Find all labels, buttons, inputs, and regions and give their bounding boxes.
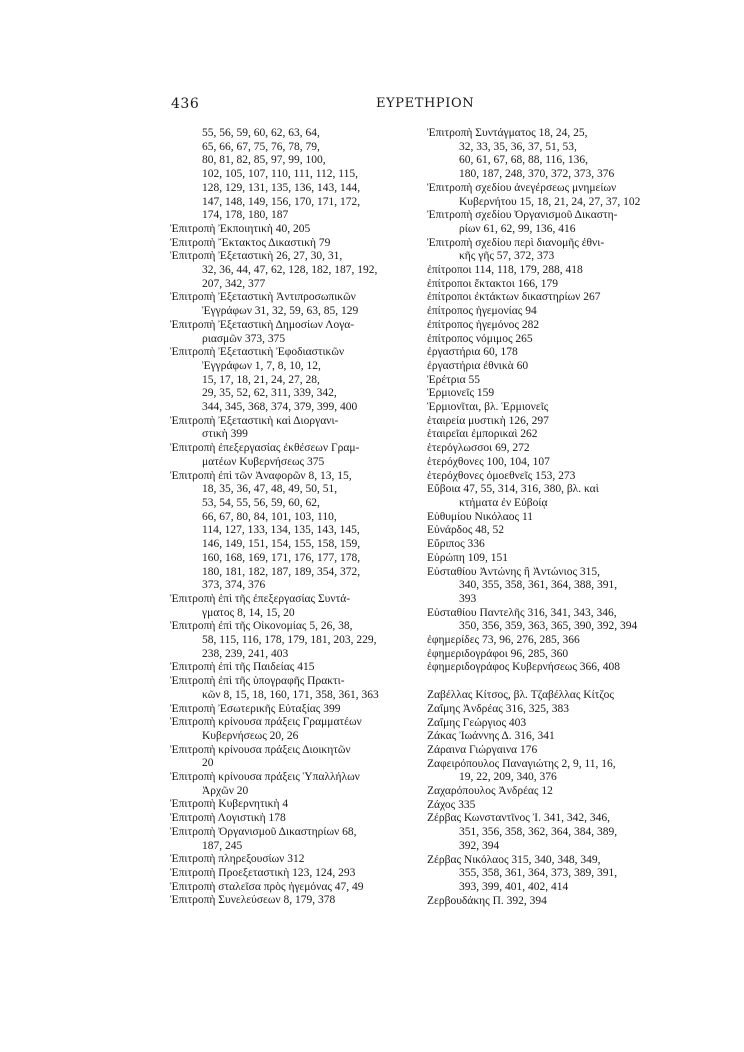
index-entry-line: Ἐγγράφων 1, 7, 8, 10, 12, — [202, 359, 321, 372]
index-entry-line: Ζαΐμης Γεώργιος 403 — [427, 716, 527, 729]
index-entry — [427, 730, 659, 744]
index-entry-line: 355, 358, 361, 364, 373, 389, 391, — [459, 867, 618, 880]
index-entry — [170, 703, 402, 717]
index-entry-line: 238, 239, 241, 403 — [202, 647, 289, 660]
index-entry-line: Ἐπιτροπὴ Ὀργανισμοῦ Δικαστηρίων 68, — [170, 825, 357, 838]
index-entry-line: ἐπίτροποι ἔκτακτοι 166, 179 — [427, 277, 559, 290]
index-entry — [427, 346, 659, 360]
index-entry-line: Εὔριπος 336 — [427, 538, 485, 551]
index-entry-line: κῆς γῆς 57, 372, 373 — [459, 250, 555, 263]
index-entry-line: Ἐπιτροπὴ Ἐξεταστικὴ 26, 27, 30, 31, — [170, 250, 343, 263]
index-entry — [427, 744, 659, 758]
index-entry — [427, 607, 659, 634]
index-entry — [427, 415, 659, 429]
index-entry — [427, 291, 659, 305]
index-entry — [170, 881, 402, 895]
index-entry — [170, 223, 402, 237]
index-entry-line: 60, 61, 67, 68, 88, 116, 136, — [459, 154, 588, 167]
index-entry-line: 32, 33, 35, 36, 37, 51, 53, — [459, 140, 577, 153]
index-entry-line: 66, 67, 80, 84, 101, 103, 110, — [202, 510, 337, 523]
index-entry — [427, 209, 659, 236]
index-entry-line: Κυβερνήσεως 20, 26 — [202, 729, 299, 742]
index-entry-line: Εὐρώπη 109, 151 — [427, 551, 508, 564]
index-entry-line: Ζαχαρόπουλος Ἀνδρέας 12 — [427, 785, 553, 798]
index-entry-line: Ζάκας Ἰωάννης Δ. 316, 341 — [427, 730, 555, 743]
index-entry-line: 207, 342, 377 — [202, 277, 266, 290]
index-entry-line: Ζέρβας Κωνσταντῖνος Ἰ. 341, 342, 346, — [427, 812, 610, 825]
index-entry-line: Ζάραινα Γιώργαινα 176 — [427, 743, 538, 756]
index-entry-line: ματέων Κυβερνήσεως 375 — [202, 455, 325, 468]
index-entry-line: Ἐπιτροπὴ Προεξεταστικὴ 123, 124, 293 — [170, 866, 356, 879]
index-entry-line: 15, 17, 18, 21, 24, 27, 28, — [202, 373, 320, 386]
letter-section-gap — [427, 675, 659, 689]
index-entry-line: 174, 178, 180, 187 — [202, 209, 289, 222]
index-entry-line: 80, 81, 82, 85, 97, 99, 100, — [202, 154, 326, 167]
index-entry — [427, 895, 659, 909]
index-entry-line: Ἐπιτροπὴ σχεδίου ἀνεγέρσεως μνημείων — [427, 181, 617, 194]
index-entry — [427, 812, 659, 853]
index-entry — [170, 415, 402, 442]
index-entry — [427, 799, 659, 813]
index-entry — [170, 620, 402, 661]
index-entry — [427, 758, 659, 785]
index-entry-line: ριασμῶν 373, 375 — [202, 332, 286, 345]
index-entry-line: Εὐνάρδος 48, 52 — [427, 524, 505, 537]
index-entry-line: 146, 149, 151, 154, 155, 158, 159, — [202, 538, 361, 551]
index-entry-line: Ἐπιτροπὴ ἐπὶ τῆς Παιδείας 415 — [170, 661, 315, 674]
index-entry — [427, 360, 659, 374]
index-entry — [427, 483, 659, 510]
index-entry — [170, 894, 402, 908]
index-entry-line: Ἑρμιονεῖς 159 — [427, 387, 495, 400]
index-entry — [170, 442, 402, 469]
index-entry-line: Ἐπιτροπὴ Ἐξεταστικὴ καὶ Διοργανι- — [170, 414, 339, 427]
index-entry-line: Ζάχος 335 — [427, 798, 476, 811]
index-entry-line: ἐπίτροπος ἡγεμονίας 94 — [427, 305, 537, 318]
index-entry — [427, 854, 659, 895]
index-entry-line: 55, 56, 59, 60, 62, 63, 64, — [202, 127, 320, 139]
index-entry-line: 58, 115, 116, 178, 179, 181, 203, 229, — [202, 634, 377, 647]
index-entry-line: 340, 355, 358, 361, 364, 388, 391, — [459, 579, 618, 592]
index-entry — [170, 470, 402, 593]
index-entry — [170, 812, 402, 826]
index-entry — [427, 319, 659, 333]
index-entry-line: Ἐπιτροπὴ Ἐσωτερικῆς Εὐταξίας 399 — [170, 702, 341, 715]
index-entry — [427, 524, 659, 538]
index-entry-line: Ἐπιτροπὴ σχεδίου Ὀργανισμοῦ Δικαστη- — [427, 209, 618, 222]
index-entry-line: 180, 181, 182, 187, 189, 354, 372, — [202, 565, 361, 578]
index-entry-line: 393, 399, 401, 402, 414 — [459, 880, 569, 893]
index-entry-line: 32, 36, 44, 47, 62, 128, 182, 187, 192, — [202, 264, 378, 277]
index-entry-line: Ἐπιτροπὴ Συνελεύσεων 8, 179, 378 — [170, 894, 336, 907]
index-entry-line: ἑταιρεῖαι ἐμπορικαὶ 262 — [427, 428, 538, 441]
index-entry-line: Ἐπιτροπὴ ἐπεξεργασίας ἐκθέσεων Γραμ- — [170, 442, 360, 455]
index-entry-line: 147, 148, 149, 156, 170, 171, 172, — [202, 195, 361, 208]
index-entry-line: 393 — [459, 592, 477, 605]
index-entry-line: 160, 168, 169, 171, 176, 177, 178, — [202, 551, 361, 564]
index-entry-line: Ἐπιτροπὴ Κυβερνητικὴ 4 — [170, 798, 289, 811]
index-entry — [427, 566, 659, 607]
index-entry-line: Ἐπιτροπὴ Λογιστικὴ 178 — [170, 812, 286, 825]
index-entry-line: ἐπίτροποι ἐκτάκτων δικαστηρίων 267 — [427, 291, 601, 304]
index-entry-line: Ἐπιτροπὴ πληρεξουσίων 312 — [170, 853, 305, 866]
index-entry-line: Εὔβοια 47, 55, 314, 316, 380, βλ. καὶ — [427, 483, 599, 496]
index-entry — [427, 456, 659, 470]
index-entry — [427, 511, 659, 525]
index-entry — [170, 675, 402, 702]
index-entry-line: ἐπίτροπος νόμιμος 265 — [427, 332, 533, 345]
index-entry-line: 350, 356, 359, 363, 365, 390, 392, 394 — [459, 620, 638, 633]
index-entry-line: Κυβερνήτου 15, 18, 21, 24, 27, 37, 102 — [459, 195, 641, 208]
index-entry-line: Ζαΐμης Ἀνδρέας 316, 325, 383 — [427, 702, 569, 715]
index-entry-line: 187, 245 — [202, 839, 243, 852]
index-entry-line: Ἀρχῶν 20 — [202, 784, 249, 797]
index-entry-line: Ζέρβας Νικόλαος 315, 340, 348, 349, — [427, 853, 601, 866]
index-entry-line: ἐργαστήρια 60, 178 — [427, 346, 518, 359]
index-entry-line: Ἐπιτροπὴ κρίνουσα πράξεις Διοικητῶν — [170, 743, 351, 756]
index-entry-line: Ἐπιτροπὴ ἐπὶ τῆς ἐπεξεργασίας Συντά- — [170, 592, 351, 605]
index-entry — [427, 689, 659, 703]
index-entry-line: γματος 8, 14, 15, 20 — [202, 606, 295, 619]
index-entry-line: Ἐπιτροπὴ ἐπὶ τῆς ὑπογραφῆς Πρακτι- — [170, 675, 345, 688]
index-entry-line: ἐφημεριδογράφοι 96, 285, 360 — [427, 647, 569, 660]
index-entry-line: 373, 374, 376 — [202, 579, 266, 592]
index-entry-line: 351, 356, 358, 362, 364, 384, 389, — [459, 826, 618, 839]
index-entry-line: κῶν 8, 15, 18, 160, 171, 358, 361, 363 — [202, 688, 379, 701]
index-entry — [427, 278, 659, 292]
index-entry-line: ἐφημερίδες 73, 96, 276, 285, 366 — [427, 634, 580, 647]
index-entry-line: 19, 22, 209, 340, 376 — [459, 771, 557, 784]
index-entry — [427, 127, 659, 182]
index-entry-line: ἑτερόγλωσσοι 69, 272 — [427, 442, 530, 455]
index-entry — [170, 237, 402, 251]
index-entry-line: 128, 129, 131, 135, 136, 143, 144, — [202, 181, 361, 194]
index-entry — [170, 867, 402, 881]
index-entry — [170, 744, 402, 771]
index-entry-line: ἑτερόχθονες 100, 104, 107 — [427, 455, 550, 468]
index-entry-line: Ἐπιτροπὴ Ἐξεταστικὴ Δημοσίων Λογα- — [170, 318, 355, 331]
index-column-left — [170, 127, 402, 908]
index-entry — [427, 264, 659, 278]
index-entry-line: Ἐπιτροπὴ ἐπὶ τῆς Οἰκονομίας 5, 26, 38, — [170, 620, 353, 633]
index-entry-line: Εὐθυμίου Νικόλαος 11 — [427, 510, 534, 523]
index-column-right — [427, 127, 659, 908]
index-entry — [427, 538, 659, 552]
index-entry — [427, 182, 659, 209]
index-entry-line: Ἐπιτροπὴ Ἐξεταστικὴ Ἀντιπροσωπικῶν — [170, 291, 356, 304]
index-entry-line: Ἐπιτροπὴ σχεδίου περὶ διανομῆς ἐθνι- — [427, 236, 605, 249]
index-entry-line: Ἐπιτροπὴ ἐπὶ τῶν Ἀναφορῶν 8, 13, 15, — [170, 469, 352, 482]
index-entry — [427, 387, 659, 401]
index-entry-line: Ἐγγράφων 31, 32, 59, 63, 85, 129 — [202, 305, 359, 318]
index-entry — [170, 826, 402, 853]
index-entry-line: στικὴ 399 — [202, 428, 248, 441]
index-entry-line: 392, 394 — [459, 839, 500, 852]
index-entry-line: Εὐσταθίου Παντελῆς 316, 341, 343, 346, — [427, 606, 617, 619]
index-entry — [170, 716, 402, 743]
index-entry-line: Ἐπιτροπὴ σταλεῖσα πρὸς ἡγεμόνας 47, 49 — [170, 880, 364, 893]
index-entry — [170, 250, 402, 291]
index-entry — [170, 319, 402, 346]
index-entry-line: Ἐπιτροπὴ κρίνουσα πράξεις Γραμματέων — [170, 716, 362, 729]
index-entry-line: ρίων 61, 62, 99, 136, 416 — [459, 222, 576, 235]
index-entry — [427, 237, 659, 264]
index-entry — [427, 717, 659, 731]
index-entry-line: ἐργαστήρια ἐθνικὰ 60 — [427, 359, 529, 372]
index-entry-line: Ζαφειρόπουλος Παναγιώτης 2, 9, 11, 16, — [427, 757, 616, 770]
index-entry-line: ἐπίτροπος ἡγεμόνος 282 — [427, 318, 540, 331]
running-head-title: ΕΥΡΕΤΗΡΙΟΝ — [376, 96, 475, 111]
index-entry-line: ἑτερόχθονες ὁμοεθνεῖς 153, 273 — [427, 469, 576, 482]
index-entry — [427, 785, 659, 799]
index-entry — [427, 648, 659, 662]
index-entry — [170, 853, 402, 867]
index-entry-line: ἐφημεριδογράφος Κυβερνήσεως 366, 408 — [427, 661, 621, 674]
index-entry — [427, 305, 659, 319]
index-entry-line: Ἐπιτροπὴ Ἐξεταστικὴ Ἐφοδιαστικῶν — [170, 346, 345, 359]
index-entry — [170, 771, 402, 798]
index-entry-line: Ἐπιτροπὴ Ἔκτακτος Δικαστικὴ 79 — [170, 236, 331, 249]
index-entry-line: 29, 35, 52, 62, 311, 339, 342, — [202, 387, 337, 400]
index-entry — [427, 470, 659, 484]
index-entry-line: Ἐπιτροπὴ κρίνουσα πράξεις Ὑπαλλήλων — [170, 771, 360, 784]
index-entry — [170, 661, 402, 675]
index-entry-line: Ἐπιτροπὴ Ἐκποιητικὴ 40, 205 — [170, 222, 311, 235]
index-entry — [427, 442, 659, 456]
index-entry — [170, 798, 402, 812]
index-entry-line: κτήματα ἐν Εὐβοίᾳ — [459, 496, 548, 509]
index-entry — [170, 127, 402, 223]
index-entry — [427, 661, 659, 675]
index-entry-line: Ζαβέλλας Κίτσος, βλ. Τζαβέλλας Κίτζος — [427, 689, 614, 702]
index-entry-line: ἑταιρεία μυστικὴ 126, 297 — [427, 414, 549, 427]
index-entry-line: Ἐπιτροπὴ Συντάγματος 18, 24, 25, — [427, 127, 588, 139]
index-entry — [427, 703, 659, 717]
index-entry-line: 114, 127, 133, 134, 135, 143, 145, — [202, 524, 360, 537]
index-entry — [170, 291, 402, 318]
page-number: 436 — [171, 96, 200, 112]
index-entry-line: Εὐσταθίου Ἀντώνης ἢ Ἀντώνιος 315, — [427, 565, 601, 578]
index-entry-line: 20 — [202, 757, 214, 770]
index-entry-line: 102, 105, 107, 110, 111, 112, 115, — [202, 168, 358, 181]
index-entry-line: 180, 187, 248, 370, 372, 373, 376 — [459, 168, 615, 181]
index-entry — [427, 552, 659, 566]
index-entry-line: Ζερβουδάκης Π. 392, 394 — [427, 894, 547, 907]
index-entry — [427, 428, 659, 442]
index-entry-line: 53, 54, 55, 56, 59, 60, 62, — [202, 496, 320, 509]
index-entry — [427, 333, 659, 347]
index-entry — [170, 346, 402, 415]
index-entry-line: Ἐρέτρια 55 — [427, 373, 481, 386]
index-entry-line: ἐπίτροποι 114, 118, 179, 288, 418 — [427, 264, 583, 277]
index-entry-line: 65, 66, 67, 75, 76, 78, 79, — [202, 140, 320, 153]
index-entry — [427, 374, 659, 388]
index-entry-line: 18, 35, 36, 47, 48, 49, 50, 51, — [202, 483, 338, 496]
index-entry — [170, 593, 402, 620]
index-entry-line: Ἑρμιονῖται, βλ. Ἑρμιονεῖς — [427, 401, 549, 414]
index-entry-line: 344, 345, 368, 374, 379, 399, 400 — [202, 401, 358, 414]
index-entry — [427, 401, 659, 415]
index-entry — [427, 634, 659, 648]
